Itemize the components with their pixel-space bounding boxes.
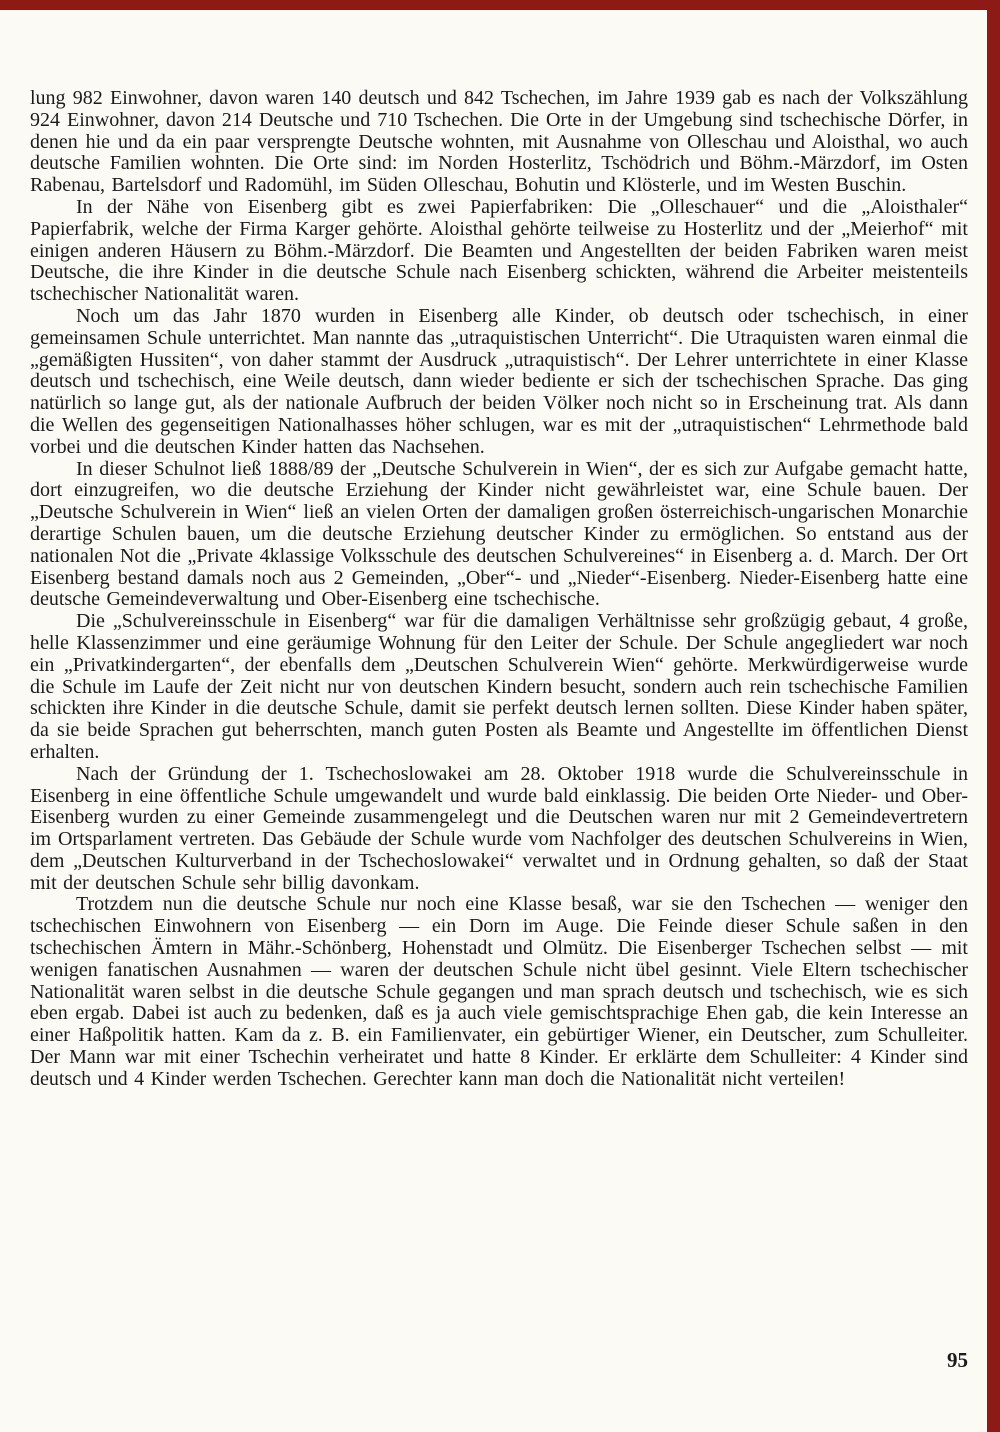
paragraph-1: lung 982 Einwohner, davon waren 140 deutsch und 842 Tschechen, im Jahre 1939 gab es nach der Volkszählung 924 Einwohner, davon 214 Deutsche und 710 Tschechen. Die Orte in der Umgebung sind tschechische Dörfer, in denen hie und da ein paar versprengte Deutsche wohnten, mit Ausnahme von Olleschau und Aloisthal, wo auch deutsche Familien wohnten. Die Orte sind: im Norden Hosterlitz, Tschödrich und Böhm.-Märzdorf, im Osten Rabenau, Bartelsdorf und Radomühl, im Süden Olleschau, Bohutin und Klösterle, und im Westen Buschin. [30,87,968,197]
paragraph-3: Noch um das Jahr 1870 wurden in Eisenberg alle Kinder, ob deutsch oder tschechisch, in einer gemeinsamen Schule unterrichtet. Man nannte das „utraquistischen Unterricht“. Die Utraquisten waren einmal die „gemäßigten Hussiten“, von daher stammt der Ausdruck „utraquistisch“. Der Lehrer unterrichtete in einer Klasse deutsch und tschechisch, eine Weile deutsch, dann wieder bediente er sich der tschechischen Sprache. Das ging natürlich so lange gut, als der nationale Aufbruch der beiden Völker noch nicht so in Erscheinung trat. Als dann die Wellen des gegenseitigen Nationalhasses höher schlugen, war es mit der „utraquistischen“ Lehrmethode bald vorbei und die deutschen Kinder hatten das Nachsehen. [30,304,968,458]
scan-border-right [987,0,1000,1432]
text-column [30,88,968,1091]
paragraph-5: Die „Schulvereinsschule in Eisenberg“ war für die damaligen Verhältnisse sehr großzügig gebaut, 4 große, helle Klassenzimmer und eine geräumige Wohnung für den Leiter der Schule. Der Schule angegliedert war noch ein „Privatkindergarten“, der ebenfalls dem „Deutschen Schulverein Wien“ gehörte. Merkwürdigerweise wurde die Schule im Laufe der Zeit nicht nur von deutschen Kindern besucht, sondern auch rein tschechische Familien schickten ihre Kinder in die deutsche Schule, damit sie perfekt deutsch lernen sollten. Diese Kinder haben später, da sie beide Sprachen gut beherrschten, manch guten Posten als Beamte und Angestellte im öffentlichen Dienst erhalten. [30,610,968,763]
paragraph-7: Trotzdem nun die deutsche Schule nur noch eine Klasse besaß, war sie den Tschechen — weniger den tschechischen Einwohnern von Eisenberg — ein Dorn im Auge. Die Feinde dieser Schule saßen in den tschechischen Ämtern in Mähr.-Schönberg, Hohenstadt und Olmütz. Die Eisenberger Tschechen selbst — mit wenigen fanatischen Ausnahmen — waren der deutschen Schule nicht übel gesinnt. Viele Eltern tschechischer Nationalität waren selbst in die deutsche Schule gegangen und man sprach deutsch und tschechisch, wie es sich eben ergab. Dabei ist auch zu bedenken, daß es ja auch viele gemischtsprachige Ehen gab, die kein Interesse an einer Haßpolitik hatten. Kam da z. B. ein Familienvater, ein gebürtiger Wiener, ein Deutscher, zum Schulleiter. Der Mann war mit einer Tschechin verheiratet und hatte 8 Kinder. Er erklärte dem Schulleiter: 4 Kinder sind deutsch und 4 Kinder werden Tschechen. Gerechter kann man doch die Nationalität nicht verteilen! [30,893,968,1090]
scan-border-top [0,0,1000,10]
paragraph-6: Nach der Gründung der 1. Tschechoslowakei am 28. Oktober 1918 wurde die Schulvereinsschule in Eisenberg in eine öffentliche Schule umgewandelt und wurde bald einklassig. Die beiden Orte Nieder- und Ober-Eisenberg wurden zu einer Gemeinde zusammengelegt und die Deutschen waren nur mit 2 Gemeindevertretern im Ortsparlament vertreten. Das Gebäude der Schule wurde vom Nachfolger des deutschen Schulvereins in Wien, dem „Deutschen Kulturverband in der Tschechoslowakei“ verwaltet und in Ordnung gehalten, so daß der Staat mit der deutschen Schule sehr billig davonkam. [30,762,968,894]
paragraph-2: In der Nähe von Eisenberg gibt es zwei Papierfabriken: Die „Olleschauer“ und die „Aloisthaler“ Papierfabrik, welche der Firma Karger gehörte. Aloisthal gehörte teilweise zu Hosterlitz und der „Meierhof“ mit einigen anderen Häusern zu Böhm.-Märzdorf. Die Beamten und Angestellten der beiden Fabriken waren meist Deutsche, die ihre Kinder in die deutsche Schule nach Eisenberg schickten, während die Arbeiter meistenteils tschechischer Nationalität waren. [30,195,968,306]
page-number: 95 [947,1348,968,1372]
paragraph-4: In dieser Schulnot ließ 1888/89 der „Deutsche Schulverein in Wien“, der es sich zur Aufgabe gemacht hatte, dort einzugreifen, wo die deutsche Erziehung der Kinder nicht gewährleistet war, eine Schule bauen. Der „Deutsche Schulverein in Wien“ ließ an vielen Orten der damaligen großen österreichisch-ungarischen Monarchie derartige Schulen bauen, um die deutsche Erziehung deutscher Kinder zu ermöglichen. So entstand aus der nationalen Not die „Private 4klassige Volksschule des deutschen Schulvereines“ in Eisenberg a. d. March. Der Ort Eisenberg bestand damals noch aus 2 Gemeinden, „Ober“- und „Nieder“-Eisenberg. Nieder-Eisenberg hatte eine deutsche Gemeindeverwaltung und Ober-Eisenberg eine tschechische. [30,457,968,611]
